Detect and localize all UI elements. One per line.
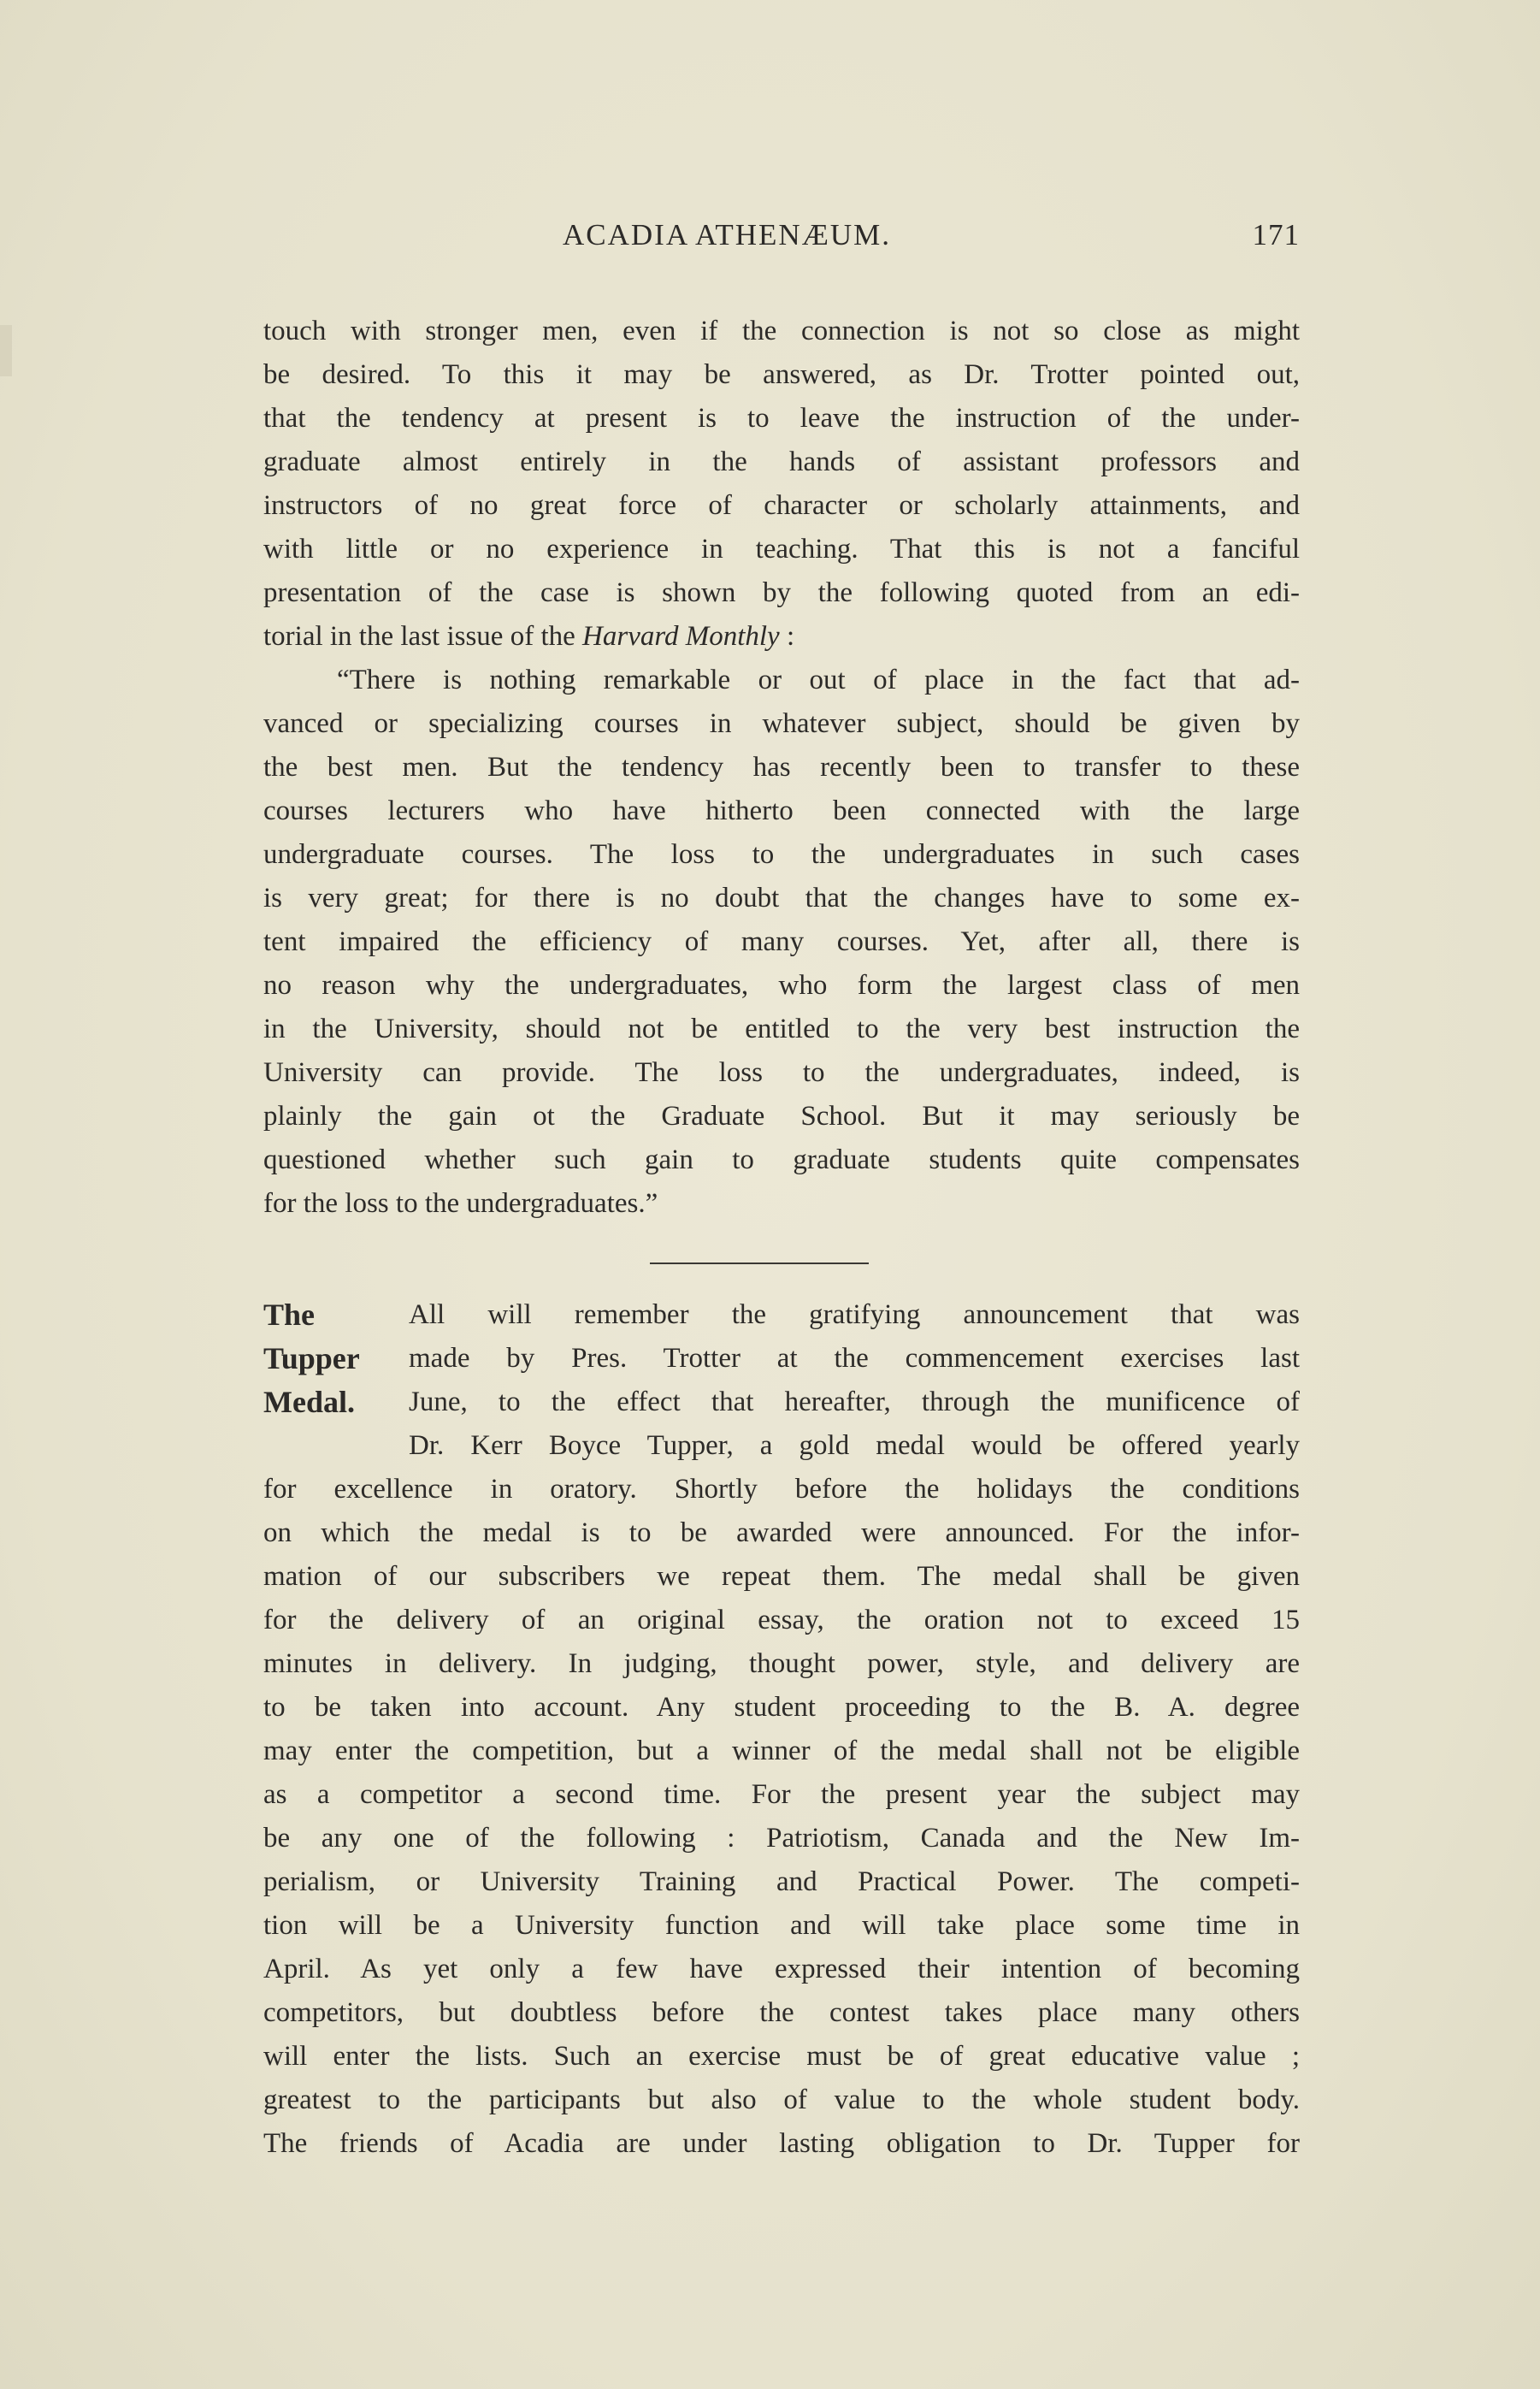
side-heading-line: The [263, 1298, 316, 1332]
text-line: graduate almost entirely in the hands of assistant professors and [263, 446, 1300, 477]
text-line: perialism, or University Training and Practical Power. The competi- [263, 1866, 1300, 1897]
paragraph-continued [263, 310, 1300, 659]
quote-line: the best men. But the tendency has recently been to transfer to these [263, 752, 1300, 783]
journal-title: Harvard Monthly [582, 621, 780, 652]
text-line: touch with stronger men, even if the connection is not so close as might [263, 316, 1300, 346]
running-title: ACADIA ATHENÆUM. [563, 218, 891, 251]
quote-line: no reason why the undergraduates, who form the largest class of men [263, 970, 1300, 1001]
text-line: April. As yet only a few have expressed their intention of becoming [263, 1954, 1300, 1984]
text-fragment: : [779, 621, 795, 652]
text-line: be any one of the following : Patriotism, Canada and the New Im- [263, 1823, 1300, 1854]
page-number: 171 [1252, 218, 1300, 251]
quote-line: in the University, should not be entitled to the very best instruction the [263, 1014, 1300, 1044]
side-heading-line: Tupper [263, 1341, 360, 1375]
text-line: with little or no experience in teaching. That this is not a fanciful [263, 534, 1300, 565]
tupper-medal-section [263, 1293, 1300, 2166]
text-line: presentation of the case is shown by the following quoted from an edi- [263, 577, 1300, 608]
text-line: mation of our subscribers we repeat them. The medal shall be given [263, 1561, 1300, 1592]
quote-line: questioned whether such gain to graduate students quite compensates [263, 1144, 1300, 1175]
text-line: minutes in delivery. In judging, thought power, style, and delivery are [263, 1648, 1300, 1679]
text-fragment: torial in the last issue of the [263, 621, 583, 652]
text-line: for the delivery of an original essay, the oration not to exceed 15 [263, 1605, 1300, 1635]
text-line: Dr. Kerr Boyce Tupper, a gold medal would be offered yearly [409, 1430, 1300, 1461]
text-line: tion will be a University function and will take place some time in [263, 1910, 1300, 1941]
text-line: that the tendency at present is to leave the instruction of the under- [263, 403, 1300, 434]
text-line: as a competitor a second time. For the present year the subject may [263, 1779, 1300, 1810]
text-line: made by Pres. Trotter at the commencement exercises last [409, 1343, 1300, 1374]
quote-line: for the loss to the undergraduates.” [263, 1188, 658, 1219]
running-header [257, 218, 1300, 261]
text-line: instructors of no great force of character or scholarly attainments, and [263, 490, 1300, 521]
text-line: on which the medal is to be awarded were announced. For the infor- [263, 1517, 1300, 1548]
text-line: greatest to the participants but also of value to the whole student body. [263, 2084, 1300, 2115]
section-divider [650, 1263, 869, 1264]
quote-line: plainly the gain ot the Graduate School. But it may seriously be [263, 1101, 1300, 1132]
text-line: All will remember the gratifying announcement that was [409, 1299, 1300, 1330]
page-edge-mark [0, 325, 12, 376]
quotation-paragraph [263, 659, 1300, 1226]
side-heading-line: Medal. [263, 1385, 355, 1419]
quote-line: tent impaired the efficiency of many courses. Yet, after all, there is [263, 926, 1300, 957]
text-line: may enter the competition, but a winner of the medal shall not be eligible [263, 1736, 1300, 1766]
quote-line: undergraduate courses. The loss to the undergraduates in such cases [263, 839, 1300, 870]
quote-line: vanced or specializing courses in whatever subject, should be given by [263, 708, 1300, 739]
quote-line: University can provide. The loss to the undergraduates, indeed, is [263, 1057, 1300, 1088]
quote-line: courses lecturers who have hitherto been connected with the large [263, 795, 1300, 826]
text-line: The friends of Acadia are under lasting obligation to Dr. Tupper for [263, 2128, 1300, 2159]
text-line: for excellence in oratory. Shortly before the holidays the conditions [263, 1474, 1300, 1505]
text-line: June, to the effect that hereafter, through the munificence of [409, 1387, 1300, 1417]
text-line [263, 615, 1300, 659]
text-line: will enter the lists. Such an exercise must be of great educative value ; [263, 2041, 1300, 2072]
body-text-upper [263, 310, 1300, 1226]
text-line: competitors, but doubtless before the contest takes place many others [263, 1997, 1300, 2028]
text-line: be desired. To this it may be answered, as Dr. Trotter pointed out, [263, 359, 1300, 390]
quote-line: “There is nothing remarkable or out of place in the fact that ad- [337, 665, 1300, 695]
quote-line: is very great; for there is no doubt that the changes have to some ex- [263, 883, 1300, 914]
text-line: to be taken into account. Any student proceeding to the B. A. degree [263, 1692, 1300, 1723]
